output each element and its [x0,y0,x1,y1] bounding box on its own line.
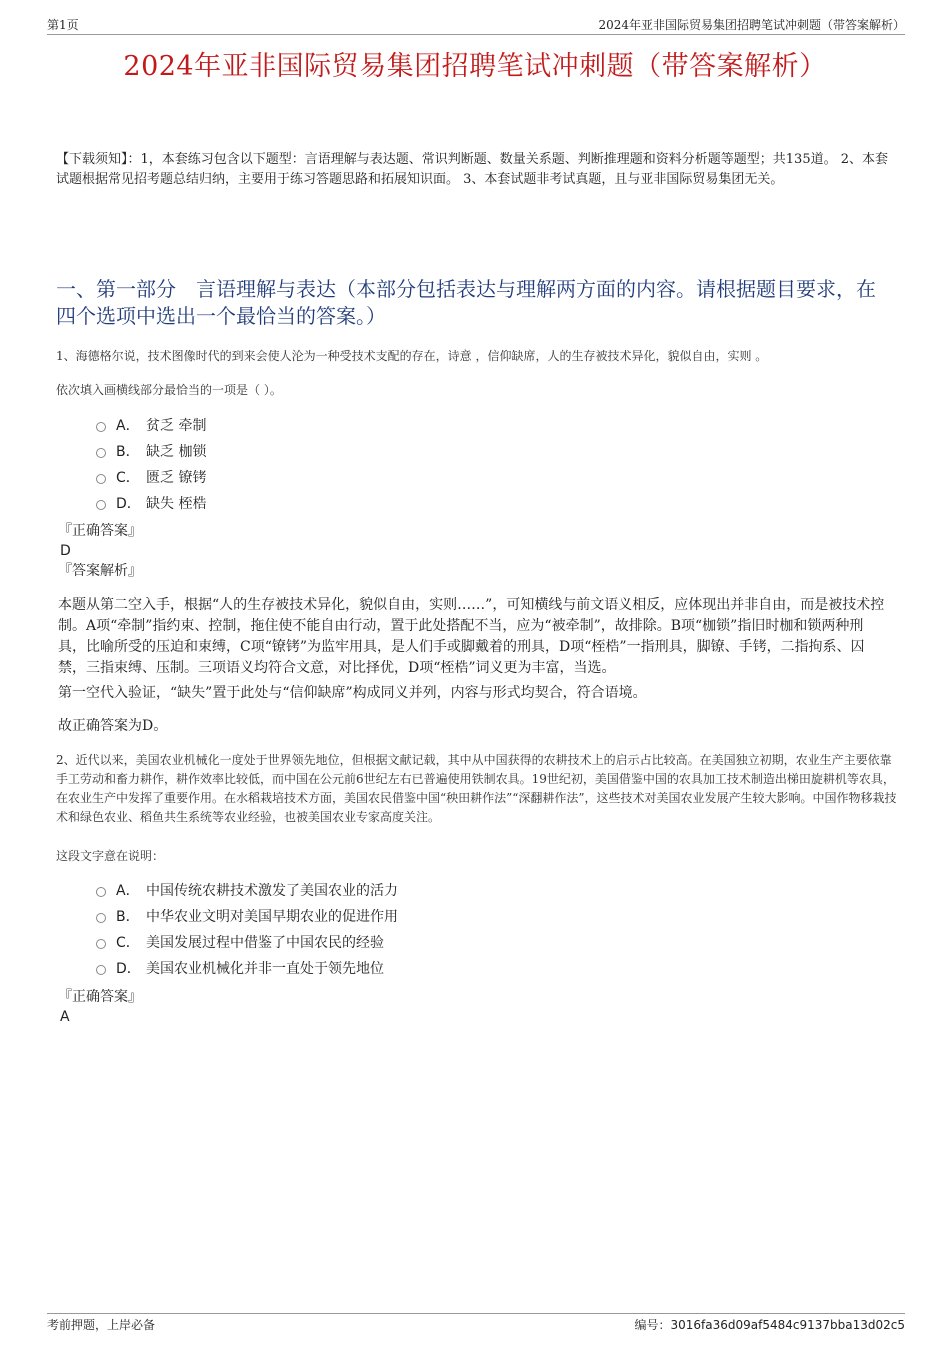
radio-icon[interactable] [96,913,106,923]
option-b[interactable]: B． 中华农业文明对美国早期农业的促进作用 [96,903,398,929]
analysis-label: 『答案解析』 [58,563,142,579]
option-c[interactable]: C． 美国发展过程中借鉴了中国农民的经验 [96,929,398,955]
question-1-options [96,412,206,516]
radio-icon[interactable] [96,887,106,897]
analysis-paragraph: 第一空代入验证，“缺失”置于此处与“信仰缺席”构成同义并列，内容与形式均契合，符合语境。 [58,685,647,701]
section-heading: 一、第一部分 言语理解与表达（本部分包括表达与理解两方面的内容。请根据题目要求，在四个选项中选出一个最恰当的答案。） [56,277,876,328]
option-a[interactable]: A． 中国传统农耕技术激发了美国农业的活力 [96,877,398,903]
header-doc-title: 2024年亚非国际贸易集团招聘笔试冲刺题（带答案解析） [598,18,905,32]
question-2-answer [58,987,142,1027]
page-footer [47,1313,905,1334]
option-b[interactable]: B． 缺乏 枷锁 [96,438,206,464]
radio-icon[interactable] [96,474,106,484]
option-a[interactable]: A． 贫乏 牵制 [96,412,206,438]
question-1-text: 1、海德格尔说，技术图像时代的到来会使人沦为一种受技术支配的存在，诗意 ，信仰缺席，人的生存被技术异化，貌似自由，实则 。 [56,349,768,363]
page-number: 第1页 [47,18,79,32]
analysis-paragraph: 本题从第二空入手，根据“人的生存被技术异化，貌似自由，实则……”，可知横线与前文语义相反，应体现出并非自由，而是被技术控制。A项“牵制”指约束、控制，拖住使不能自由行动，置于此处搭配不当，应为“被牵制”，故排除。B项“枷锁”指旧时枷和锁两种刑具，比喻所受的压迫和束缚，C项“镣铐”为监牢用具，是人们手或脚戴着的刑具，D项“桎梏”一指刑具，脚镣、手铐，二指拘系、囚禁，三指束缚、压制。三项语义均符合文意，对比择优，D项“桎梏”词义更为丰富，当选。 [58,597,885,676]
radio-icon[interactable] [96,965,106,975]
option-c[interactable]: C． 匮乏 镣铐 [96,464,206,490]
footer-code: 编号：3016fa36d09af5484c9137bba13d02c5 [634,1318,905,1332]
analysis-paragraph: 故正确答案为D。 [58,718,168,734]
download-notice: 【下载须知】：1，本套练习包含以下题型：言语理解与表达题、常识判断题、数量关系题、判断推理题和资料分析题等题型；共135道。 2、本套试题根据常见招考题总结归纳，主要用于练习答题思路和拓展知识面。 3、本套试题非考试真题，且与亚非国际贸易集团无关。 [56,152,888,187]
question-2-text: 2、近代以来，美国农业机械化一度处于世界领先地位，但根据文献记载，其中从中国获得的农耕技术上的启示占比较高。在美国独立初期，农业生产主要依靠手工劳动和畜力耕作，耕作效率比较低，而中国在公元前6世纪左右已普遍使用铁制农具。19世纪初，美国借鉴中国的农具加工技术制造出梯田旋耕机等农具，在农业生产中发挥了重要作用。在水稻栽培技术方面，美国农民借鉴中国“秧田耕作法”“深翻耕作法”，这些技术对美国农业发展产生较大影响。中国作物移栽技术和绿色农业、稻鱼共生系统等农业经验，也被美国农业专家高度关注。 [56,753,897,824]
answer-label: 『正确答案』 [58,989,142,1005]
question-2-options [96,877,398,981]
answer-value: A [60,1009,70,1025]
radio-icon[interactable] [96,422,106,432]
page-header [47,14,905,35]
question-1-prompt: 依次填入画横线部分最恰当的一项是（ ）。 [56,383,282,397]
option-d[interactable]: D． 美国农业机械化并非一直处于领先地位 [96,955,398,981]
option-d[interactable]: D． 缺失 桎梏 [96,490,206,516]
answer-value: D [60,543,71,559]
page-title: 2024年亚非国际贸易集团招聘笔试冲刺题（带答案解析） [123,51,827,82]
answer-label: 『正确答案』 [58,523,142,539]
footer-slogan: 考前押题，上岸必备 [47,1318,156,1332]
radio-icon[interactable] [96,939,106,949]
question-2-prompt: 这段文字意在说明： [56,849,165,863]
radio-icon[interactable] [96,500,106,510]
question-1-answer [58,521,142,581]
radio-icon[interactable] [96,448,106,458]
